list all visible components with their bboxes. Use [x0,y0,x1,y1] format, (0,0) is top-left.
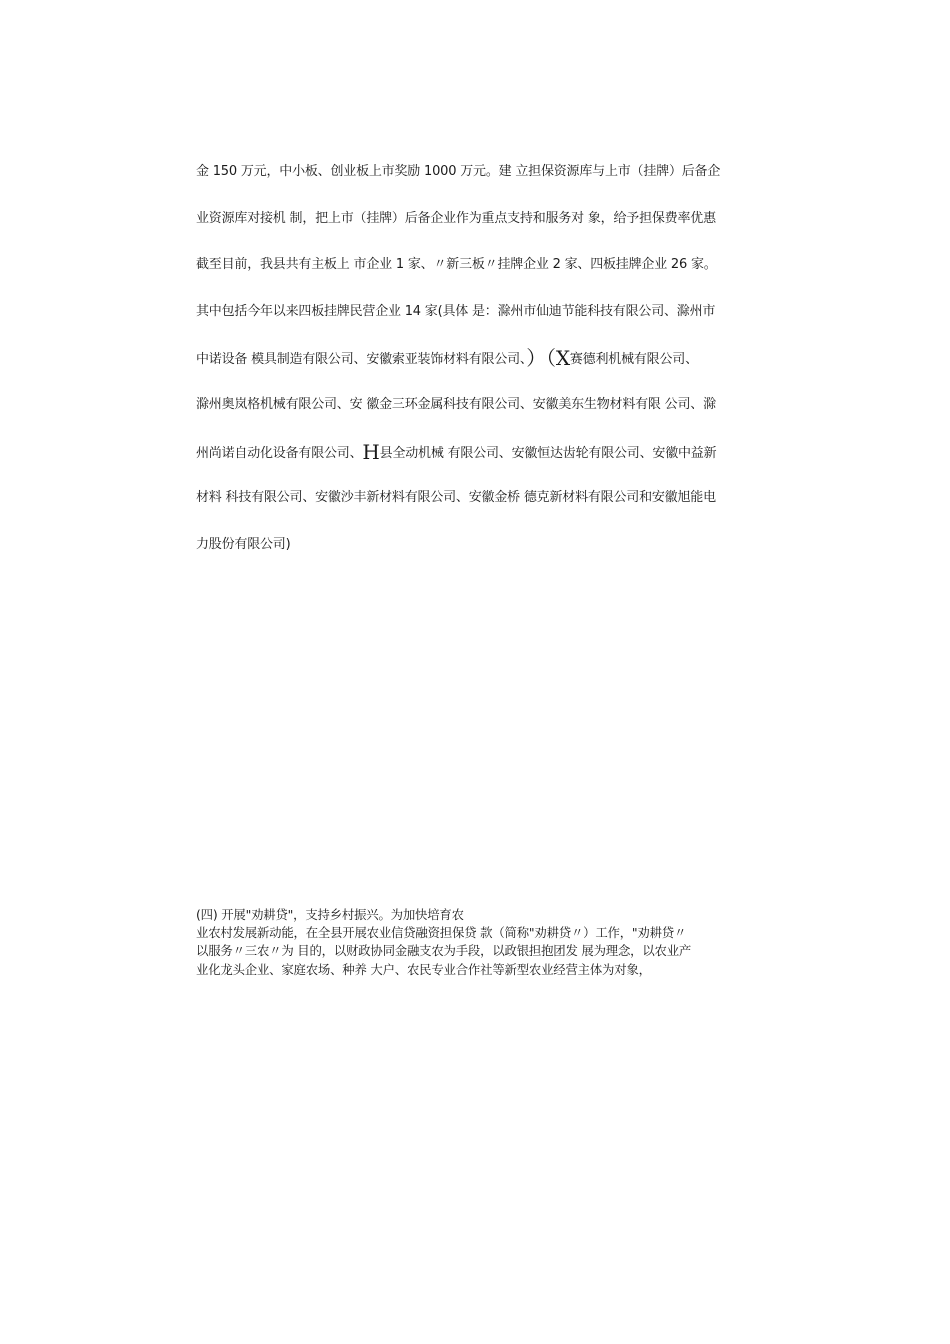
ocr-artifact-glyph: ）（X [526,346,570,371]
text-line: 力股份有限公司) [196,536,291,552]
text-line: 滁州奥岚格机械有限公司、安 徽金三环金属科技有限公司、安徽美东生物材料有限 公司、滁 [196,396,716,412]
section-heading-line: (四) 开展"劝耕贷"，支持乡村振兴。为加快培育农 [196,907,464,922]
ocr-artifact-glyph: H [362,439,380,464]
paragraph-quangengdai [196,906,766,979]
text-segment: 中诺设备 模具制造有限公司、安徽索亚装饰材料有限公司、 [196,352,527,368]
paragraph-listed-companies [196,158,766,577]
text-line: 业化龙头企业、家庭农场、种养 大户、农民专业合作社等新型农业经营主体为对象， [196,961,651,977]
text-segment: 赛德利机械有限公司、 [569,352,698,368]
text-line: 材料 科技有限公司、安徽沙丰新材料有限公司、安徽金桥 德克新材料有限公司和安徽旭能电 [196,490,716,506]
text-line: 金 150 万元，中小板、创业板上市奖励 1000 万元。建 立担保资源库与上市（挂牌）后备企 [196,164,721,179]
text-line: 其中包括今年以来四板挂牌民营企业 14 家(具体 是：滁州市仙迪节能科技有限公司、滁州市 [196,303,716,319]
text-line [196,344,766,391]
text-line: 以服务〃三农〃为 目的，以财政协同金融支农为手段，以政银担抱团发 展为理念，以农业产 [196,943,692,959]
text-line: 截至目前，我县共有主板上 市企业 1 家、〃新三板〃挂牌企业 2 家、四板挂牌企业 26 家。 [196,257,717,273]
text-segment: 县全动机械 有限公司、安徽恒达齿轮有限公司、安徽中益新 [379,445,717,461]
text-line [196,438,766,485]
text-segment: 州尚诺自动化设备有限公司、 [196,445,363,461]
text-line: 业农村发展新动能，在全县开展农业信贷融资担保贷 款（简称"劝耕贷〃）工作，"劝耕贷〃 [196,925,687,941]
text-line: 业资源库对接机 制，把上市（挂牌）后备企业作为重点支持和服务对 象，给予担保费率优惠 [196,210,716,226]
